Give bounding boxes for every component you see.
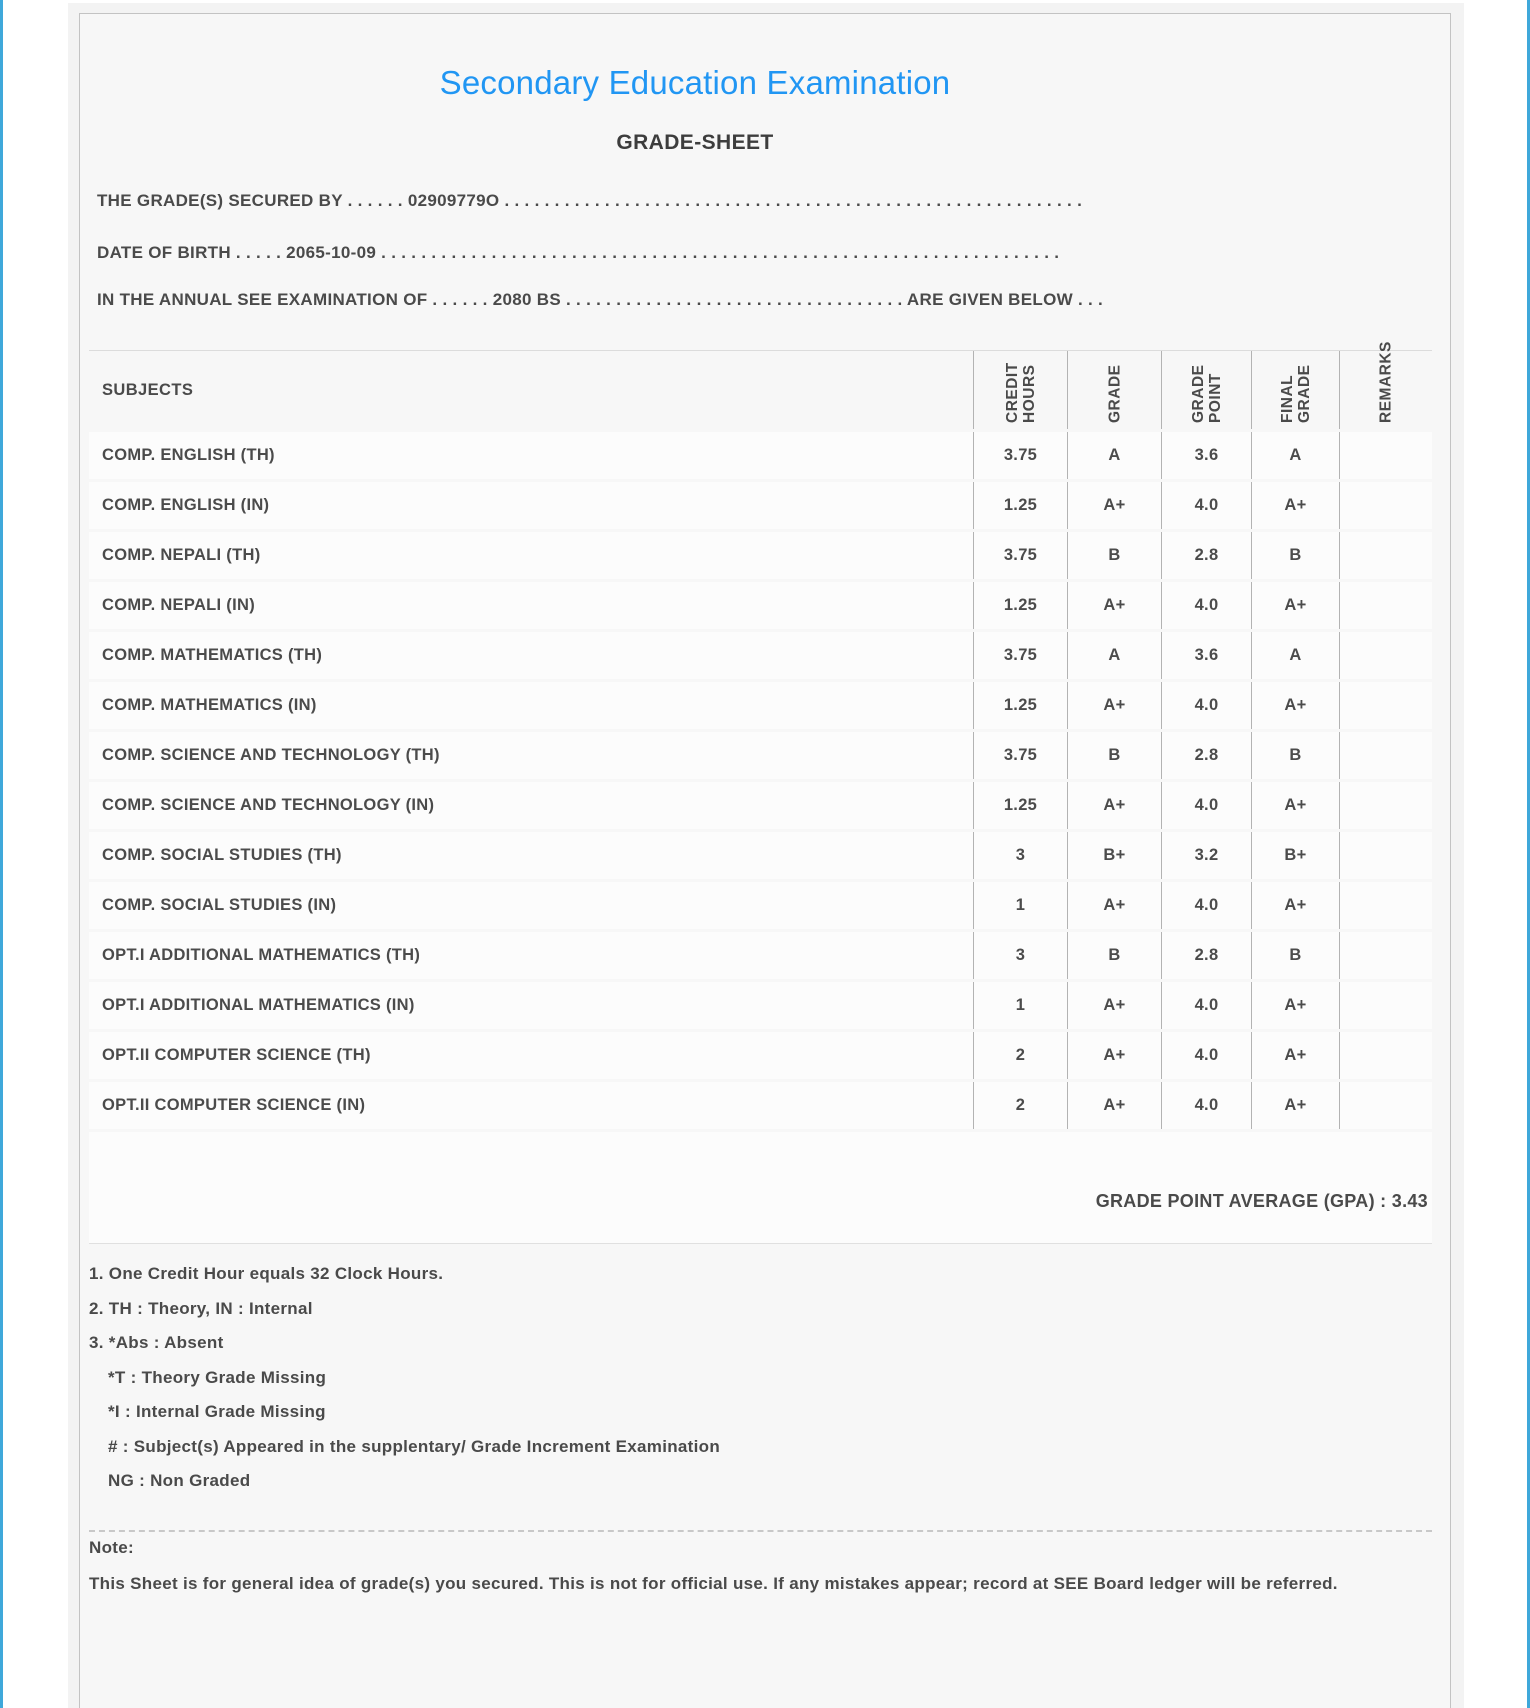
final-grade-cell: A	[1251, 432, 1339, 479]
final-grade-cell: A+	[1251, 582, 1339, 629]
credit-hours-cell: 3	[973, 932, 1067, 979]
gpa-row	[89, 1132, 1432, 1244]
final-grade-cell: B	[1251, 532, 1339, 579]
remarks-cell	[1339, 782, 1432, 829]
legend-list	[89, 1257, 1432, 1499]
final-grade-cell: A+	[1251, 1032, 1339, 1079]
column-header-final-grade	[1251, 351, 1339, 429]
grade-point-cell: 4.0	[1161, 682, 1251, 729]
grade-cell: A+	[1067, 882, 1161, 929]
grade-cell: A+	[1067, 1082, 1161, 1129]
remarks-cell	[1339, 1082, 1432, 1129]
grade-cell: A+	[1067, 982, 1161, 1029]
remarks-cell	[1339, 682, 1432, 729]
credit-hours-cell: 3.75	[973, 532, 1067, 579]
grade-cell: B+	[1067, 832, 1161, 879]
subject-cell: OPT.II COMPUTER SCIENCE (TH)	[102, 1046, 371, 1064]
credit-hours-cell: 1	[973, 882, 1067, 929]
credit-hours-cell: 1	[973, 982, 1067, 1029]
grade-cell: B	[1067, 732, 1161, 779]
final-grade-label: FINAL GRADE	[1278, 364, 1313, 423]
column-header-subjects: SUBJECTS	[102, 380, 194, 399]
final-grade-cell: A	[1251, 632, 1339, 679]
credit-hours-cell: 1.25	[973, 582, 1067, 629]
grade-cell: A+	[1067, 582, 1161, 629]
remarks-cell	[1339, 832, 1432, 879]
subject-cell: COMP. MATHEMATICS (TH)	[102, 646, 323, 664]
remarks-cell	[1339, 982, 1432, 1029]
final-grade-cell: A+	[1251, 982, 1339, 1029]
note-label: Note:	[89, 1538, 134, 1557]
legend-item: NG : Non Graded	[108, 1471, 251, 1490]
subject-cell: COMP. NEPALI (IN)	[102, 596, 255, 614]
credit-hours-cell: 1.25	[973, 682, 1067, 729]
table-body	[89, 432, 1432, 1129]
final-grade-cell: B	[1251, 732, 1339, 779]
table-row	[89, 832, 1432, 879]
legend-item: 1. One Credit Hour equals 32 Clock Hours.	[89, 1264, 444, 1283]
remarks-cell	[1339, 582, 1432, 629]
final-grade-cell: A+	[1251, 882, 1339, 929]
credit-hours-cell: 3	[973, 832, 1067, 879]
legend-item: 2. TH : Theory, IN : Internal	[89, 1298, 313, 1318]
credit-hours-cell: 3.75	[973, 432, 1067, 479]
secured-by-line: THE GRADE(S) SECURED BY . . . . . . 02909779O . . . . . . . . . . . . . . . . . . . . . . . . . . . . . . . . . . . . . . . . . . . . . . . . . . . . . . . . . .	[97, 191, 1083, 210]
final-grade-cell: A+	[1251, 782, 1339, 829]
table-row	[89, 982, 1432, 1029]
subject-cell: OPT.II COMPUTER SCIENCE (IN)	[102, 1096, 366, 1114]
grade-cell: A+	[1067, 782, 1161, 829]
grade-point-cell: 2.8	[1161, 732, 1251, 779]
table-row	[89, 682, 1432, 729]
grade-cell: A+	[1067, 482, 1161, 529]
legend-item: *T : Theory Grade Missing	[108, 1367, 327, 1387]
grade-point-cell: 4.0	[1161, 982, 1251, 1029]
subject-cell: COMP. ENGLISH (IN)	[102, 496, 270, 514]
table-row	[89, 632, 1432, 679]
final-grade-cell: A+	[1251, 682, 1339, 729]
credit-hours-cell: 1.25	[973, 782, 1067, 829]
grade-cell: A+	[1067, 682, 1161, 729]
note-divider	[89, 1530, 1432, 1532]
exam-year-line: IN THE ANNUAL SEE EXAMINATION OF . . . . . . 2080 BS . . . . . . . . . . . . . . . . . . . . . . . . . . . . . . . . . . ARE GIVEN BELOW . . .	[97, 290, 1104, 309]
grade-cell: B	[1067, 932, 1161, 979]
page-subtitle: GRADE-SHEET	[616, 131, 774, 154]
legend-item: *I : Internal Grade Missing	[108, 1402, 326, 1421]
credit-hours-label: CREDIT HOURS	[1003, 362, 1038, 423]
column-header-grade	[1067, 351, 1161, 429]
legend-item: 3. *Abs : Absent	[89, 1333, 224, 1352]
grade-point-cell: 4.0	[1161, 482, 1251, 529]
remarks-cell	[1339, 632, 1432, 679]
subject-cell: COMP. MATHEMATICS (IN)	[102, 696, 317, 714]
remarks-cell	[1339, 932, 1432, 979]
subject-cell: COMP. SCIENCE AND TECHNOLOGY (IN)	[102, 796, 435, 814]
table-row	[89, 1082, 1432, 1129]
grade-cell: A	[1067, 632, 1161, 679]
remarks-cell	[1339, 732, 1432, 779]
gpa-text: GRADE POINT AVERAGE (GPA) : 3.43	[1095, 1191, 1428, 1211]
table-row	[89, 532, 1432, 579]
grade-point-cell: 4.0	[1161, 1032, 1251, 1079]
grade-label: GRADE	[1106, 364, 1123, 423]
grade-point-cell: 4.0	[1161, 1082, 1251, 1129]
credit-hours-cell: 2	[973, 1032, 1067, 1079]
subject-cell: OPT.I ADDITIONAL MATHEMATICS (TH)	[102, 946, 421, 964]
final-grade-cell: A+	[1251, 482, 1339, 529]
subject-cell: COMP. NEPALI (TH)	[102, 546, 261, 564]
final-grade-cell: A+	[1251, 1082, 1339, 1129]
grade-point-cell: 4.0	[1161, 882, 1251, 929]
grade-cell: A+	[1067, 1032, 1161, 1079]
grade-point-cell: 4.0	[1161, 582, 1251, 629]
grade-point-label: GRADE POINT	[1189, 364, 1224, 423]
grades-table	[89, 341, 1432, 1244]
table-row	[89, 882, 1432, 929]
table-row	[89, 432, 1432, 479]
table-row	[89, 782, 1432, 829]
grade-point-cell: 3.6	[1161, 632, 1251, 679]
remarks-cell	[1339, 482, 1432, 529]
subject-cell: COMP. SCIENCE AND TECHNOLOGY (TH)	[102, 746, 440, 764]
subject-cell: OPT.I ADDITIONAL MATHEMATICS (IN)	[102, 996, 415, 1014]
table-header-row	[89, 341, 1432, 429]
remarks-cell	[1339, 882, 1432, 929]
remarks-cell	[1339, 532, 1432, 579]
grade-cell: B	[1067, 532, 1161, 579]
column-header-remarks	[1339, 341, 1432, 429]
final-grade-cell: B+	[1251, 832, 1339, 879]
grade-sheet-card	[79, 13, 1451, 1708]
credit-hours-cell: 1.25	[973, 482, 1067, 529]
table-row	[89, 1032, 1432, 1079]
credit-hours-cell: 3.75	[973, 732, 1067, 779]
table-row	[89, 732, 1432, 779]
credit-hours-cell: 2	[973, 1082, 1067, 1129]
left-accent-border	[0, 0, 3, 1708]
subject-cell: COMP. SOCIAL STUDIES (IN)	[102, 896, 337, 914]
grade-point-cell: 3.2	[1161, 832, 1251, 879]
subject-cell: COMP. SOCIAL STUDIES (TH)	[102, 846, 342, 864]
grade-point-cell: 4.0	[1161, 782, 1251, 829]
remarks-cell	[1339, 1032, 1432, 1079]
credit-hours-cell: 3.75	[973, 632, 1067, 679]
remarks-cell	[1339, 432, 1432, 479]
final-grade-cell: B	[1251, 932, 1339, 979]
table-row	[89, 932, 1432, 979]
page-title: Secondary Education Examination	[439, 64, 951, 101]
date-of-birth-line: DATE OF BIRTH . . . . . 2065-10-09 . . . . . . . . . . . . . . . . . . . . . . . . . . . . . . . . . . . . . . . . . . . . . . . . . . . . . . . . . . . . . . . . . . . .	[97, 243, 1060, 262]
table-row	[89, 482, 1432, 529]
note-paragraph: This Sheet is for general idea of grade(s) you secured. This is not for official use. If any mistakes appear; record at SEE Board ledger will be referred.	[89, 1574, 1338, 1593]
grade-point-cell: 3.6	[1161, 432, 1251, 479]
column-header-grade-point	[1161, 351, 1251, 429]
grade-point-cell: 2.8	[1161, 532, 1251, 579]
remarks-label: REMARKS	[1377, 341, 1395, 423]
grade-cell: A	[1067, 432, 1161, 479]
table-row	[89, 582, 1432, 629]
legend-item: # : Subject(s) Appeared in the supplentary/ Grade Increment Examination	[108, 1436, 721, 1456]
grade-point-cell: 2.8	[1161, 932, 1251, 979]
subject-cell: COMP. ENGLISH (TH)	[102, 446, 275, 464]
column-header-credit-hours	[973, 351, 1067, 429]
